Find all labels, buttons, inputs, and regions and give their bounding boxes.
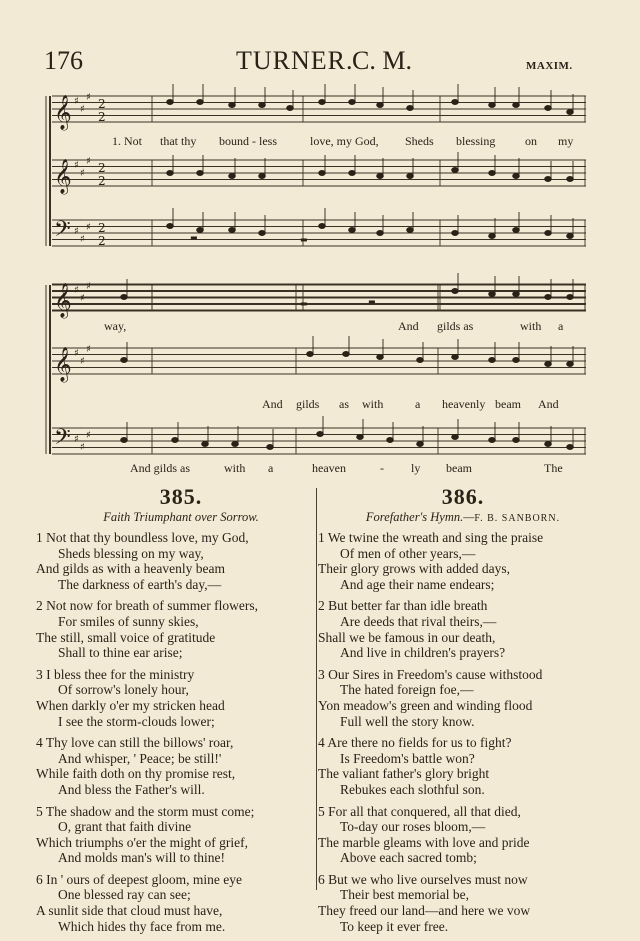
verse-line: Rebukes each slothful son. — [340, 781, 485, 797]
verse-line: O, grant that faith divine — [58, 819, 192, 835]
verse-line: And bless the Father's will. — [58, 781, 205, 797]
sharp-icon: ♯ — [86, 222, 91, 233]
time-signature: 2 — [98, 234, 106, 248]
note-head — [489, 438, 496, 443]
note-head — [167, 224, 174, 229]
hymn-author: F. B. SANBORN. — [474, 513, 561, 524]
hymn-verses — [318, 530, 608, 934]
note-head — [172, 438, 179, 443]
note-head — [167, 171, 174, 176]
hymn-number: 386. — [441, 484, 485, 509]
note-head — [452, 289, 459, 294]
note-head — [259, 231, 266, 236]
verse-line: 3 Our Sires in Freedom's cause withstood — [318, 666, 543, 682]
verse — [36, 598, 326, 660]
verse — [318, 598, 608, 660]
bass-clef-icon: 𝄢 — [54, 217, 71, 247]
verse — [36, 735, 326, 797]
verse-line: Which triumphs o'er the might of grief, — [36, 834, 249, 850]
verse — [36, 872, 326, 934]
sharp-icon: ♯ — [74, 160, 79, 171]
note-head — [417, 358, 424, 363]
verse-line: Full well the story know. — [340, 713, 475, 729]
time-signature: 2 — [98, 97, 106, 111]
verse-line: The hated foreign foe,— — [340, 682, 474, 698]
note-head — [377, 174, 384, 179]
note-head — [319, 100, 326, 105]
note-head — [349, 171, 356, 176]
treble-clef-icon: 𝄞 — [54, 95, 72, 130]
note-head — [197, 228, 204, 233]
bass-clef-icon: 𝄢 — [54, 425, 71, 455]
lyric: And — [538, 397, 559, 411]
hymn-386 — [318, 484, 608, 934]
lyric: The — [544, 461, 563, 475]
verse-line: Of sorrow's lonely hour, — [58, 682, 189, 698]
hymn-verses — [36, 530, 326, 934]
verse-line: 4 Thy love can still the billows' roar, — [36, 735, 234, 751]
column-divider — [316, 488, 317, 890]
verse-line: When darkly o'er my stricken head — [36, 697, 225, 713]
lyric: as — [339, 397, 349, 411]
verse-line: 4 Are there no fields for us to fight? — [318, 735, 512, 751]
verse-line: Which hides thy face from me. — [58, 918, 226, 934]
lyric: way, — [104, 319, 127, 333]
verse — [36, 804, 326, 866]
time-signature: 2 — [98, 110, 106, 124]
verse-line: Yon meadow's green and winding flood — [318, 697, 533, 713]
note-head — [407, 174, 414, 179]
rest-icon: ▬ — [190, 233, 198, 242]
lyric: on — [525, 134, 537, 148]
note-head — [513, 292, 520, 297]
lyric: bound - less — [219, 134, 277, 148]
verse-line: 5 For all that conquered, all that died, — [318, 803, 521, 819]
note-head — [545, 177, 552, 182]
verse-line: I see the storm-clouds lower; — [58, 713, 215, 729]
note-head — [545, 362, 552, 367]
verse-line: 5 The shadow and the storm must come; — [36, 803, 255, 819]
lyric: a — [558, 319, 564, 333]
verse-line: 6 But we who live ourselves must now — [318, 871, 528, 887]
verse-line: Shall to thine ear arise; — [58, 645, 183, 661]
lyric: beam — [495, 397, 521, 411]
note-head — [567, 445, 574, 450]
lyric: with — [520, 319, 542, 333]
hymn-subtitle-text: Forefather's Hymn.— — [365, 510, 475, 524]
note-head — [545, 295, 552, 300]
note-head — [513, 228, 520, 233]
sharp-icon: ♯ — [86, 92, 91, 103]
note-head — [513, 438, 520, 443]
lyric: gilds as — [437, 319, 474, 333]
note-head — [197, 100, 204, 105]
verse — [318, 872, 608, 934]
lyrics-system2-alto — [0, 397, 640, 413]
tune-source: MAXIM. — [526, 60, 573, 72]
rest-icon: ▬ — [300, 235, 308, 244]
verse-line: Is Freedom's battle won? — [340, 750, 475, 766]
note-head — [377, 355, 384, 360]
lyric: blessing — [456, 134, 496, 148]
lyric: a — [415, 397, 421, 411]
note-head — [267, 445, 274, 450]
hymn-subtitle — [36, 510, 326, 528]
verse-line: They freed our land—and here we vow — [318, 903, 531, 919]
note-head — [202, 442, 209, 447]
lyric: ly — [411, 461, 421, 475]
verse-line: 6 In ' ours of deepest gloom, mine eye — [36, 871, 243, 887]
lyric: Sheds — [405, 134, 434, 148]
sharp-icon: ♯ — [80, 293, 85, 304]
verse-line: And gilds as with a heavenly beam — [36, 561, 225, 577]
sharp-icon: ♯ — [80, 104, 85, 115]
time-signature: 2 — [98, 161, 106, 175]
verse-line: The valiant father's glory bright — [318, 766, 490, 782]
sharp-icon: ♯ — [80, 442, 85, 453]
sharp-icon: ♯ — [86, 344, 91, 355]
verse-line: The darkness of earth's day,— — [58, 576, 222, 592]
note-head — [377, 231, 384, 236]
verse-line: Above each sacred tomb; — [340, 850, 477, 866]
note-head — [232, 442, 239, 447]
note-head — [121, 358, 128, 363]
verse-line: 1 We twine the wreath and sing the praise — [318, 530, 544, 545]
lyrics-system2-bass — [0, 461, 640, 477]
verse-line: The still, small voice of gratitude — [36, 629, 216, 645]
note-head — [287, 106, 294, 111]
time-signature: 2 — [98, 174, 106, 188]
verse-line: Of men of other years,— — [340, 545, 476, 561]
verse-line: Their glory grows with added days, — [318, 561, 510, 577]
verse-line: And molds man's will to thine! — [58, 850, 226, 866]
verse — [318, 735, 608, 797]
note-head — [489, 234, 496, 239]
lyric: And gilds as — [130, 461, 190, 475]
verse — [318, 667, 608, 729]
lyric: my — [558, 134, 574, 148]
note-head — [545, 442, 552, 447]
rest-icon: ▬ — [300, 299, 308, 308]
note-head — [567, 234, 574, 239]
note-head — [387, 438, 394, 443]
sharp-icon: ♯ — [74, 226, 79, 237]
verse-line: And whisper, ' Peace; be still!' — [58, 750, 222, 766]
sharp-icon: ♯ — [80, 168, 85, 179]
verse-line: The marble gleams with love and pride — [318, 834, 530, 850]
hymn-385 — [36, 484, 326, 934]
verse-line: And age their name endears; — [340, 576, 495, 592]
lyric: with — [224, 461, 246, 475]
lyric: that thy — [160, 134, 197, 148]
note-head — [229, 228, 236, 233]
note-head — [567, 110, 574, 115]
note-head — [513, 174, 520, 179]
verse-line: 3 I bless thee for the ministry — [36, 666, 195, 682]
verse-line: To keep it ever free. — [340, 918, 449, 934]
note-head — [357, 435, 364, 440]
note-head — [319, 224, 326, 229]
verse-line: Their best memorial be, — [340, 887, 469, 903]
note-head — [407, 228, 414, 233]
lyrics-system1-treble — [0, 134, 640, 150]
note-head — [452, 231, 459, 236]
note-head — [452, 355, 459, 360]
lyric: 1. Not — [112, 134, 142, 148]
verse-line: Shall we be famous in our death, — [318, 629, 496, 645]
note-head — [489, 358, 496, 363]
tune-title: TURNER. — [236, 46, 354, 75]
lyric: with — [362, 397, 384, 411]
verse-line: Sheds blessing on my way, — [58, 545, 204, 561]
note-head — [349, 228, 356, 233]
verse-line: 2 Not now for breath of summer flowers, — [36, 598, 258, 614]
lyrics-system2-treble — [0, 319, 640, 335]
rest-icon: ▬ — [368, 297, 376, 306]
page-number: 176 — [44, 46, 83, 75]
verse-line: For smiles of sunny skies, — [58, 613, 199, 629]
note-head — [307, 352, 314, 357]
note-head — [417, 442, 424, 447]
verse-line: A sunlit side that cloud must have, — [36, 903, 223, 919]
note-head — [452, 435, 459, 440]
sharp-icon: ♯ — [74, 96, 79, 107]
note-head — [229, 103, 236, 108]
note-head — [317, 432, 324, 437]
note-head — [121, 438, 128, 443]
verse-line: 2 But better far than idle breath — [318, 598, 488, 614]
verse — [36, 667, 326, 729]
verse-line: One blessed ray can see; — [58, 887, 191, 903]
note-head — [513, 358, 520, 363]
note-head — [489, 103, 496, 108]
note-head — [545, 106, 552, 111]
hymn-subtitle-text: Faith Triumphant over Sorrow. — [103, 510, 259, 524]
note-head — [567, 295, 574, 300]
sharp-icon: ♯ — [86, 281, 91, 292]
sharp-icon: ♯ — [74, 285, 79, 296]
note-head — [259, 174, 266, 179]
treble-clef-icon: 𝄞 — [54, 159, 72, 194]
sharp-icon: ♯ — [74, 434, 79, 445]
note-head — [343, 352, 350, 357]
lyric: And — [262, 397, 283, 411]
note-head — [452, 100, 459, 105]
lyric: And — [398, 319, 419, 333]
verse-line: While faith doth on thy promise rest, — [36, 766, 236, 782]
note-head — [121, 295, 128, 300]
lyric: a — [268, 461, 274, 475]
hymn-number: 385. — [159, 484, 203, 509]
lyric: heaven — [312, 461, 346, 475]
note-head — [167, 100, 174, 105]
note-head — [489, 171, 496, 176]
note-head — [545, 231, 552, 236]
note-head — [567, 362, 574, 367]
sharp-icon: ♯ — [80, 234, 85, 245]
note-head — [407, 106, 414, 111]
verse-line: And live in children's prayers? — [340, 645, 506, 661]
note-head — [319, 171, 326, 176]
lyric: - — [380, 461, 384, 475]
verse-line: To-day our roses bloom,— — [340, 819, 486, 835]
sharp-icon: ♯ — [80, 356, 85, 367]
note-head — [489, 292, 496, 297]
verse-line: Are deeds that rival theirs,— — [340, 613, 497, 629]
tune-meter: C. M. — [352, 46, 412, 75]
time-signature: 2 — [98, 221, 106, 235]
sharp-icon: ♯ — [86, 430, 91, 441]
treble-clef-icon: 𝄞 — [54, 347, 72, 382]
note-head — [377, 103, 384, 108]
note-head — [349, 100, 356, 105]
hymn-subtitle — [318, 510, 608, 528]
lyric: beam — [446, 461, 472, 475]
lyric: love, my God, — [310, 134, 379, 148]
note-head — [197, 171, 204, 176]
sharp-icon: ♯ — [74, 348, 79, 359]
note-head — [567, 177, 574, 182]
lyric: gilds — [296, 397, 320, 411]
lyric: heavenly — [442, 397, 486, 411]
verse — [318, 804, 608, 866]
verse — [36, 530, 326, 592]
note-head — [229, 174, 236, 179]
treble-clef-icon: 𝄞 — [54, 283, 72, 318]
verse-line: 1 Not that thy boundless love, my God, — [36, 530, 249, 545]
sharp-icon: ♯ — [86, 156, 91, 167]
note-head — [513, 103, 520, 108]
note-head — [259, 103, 266, 108]
verse — [318, 530, 608, 592]
note-head — [452, 168, 459, 173]
